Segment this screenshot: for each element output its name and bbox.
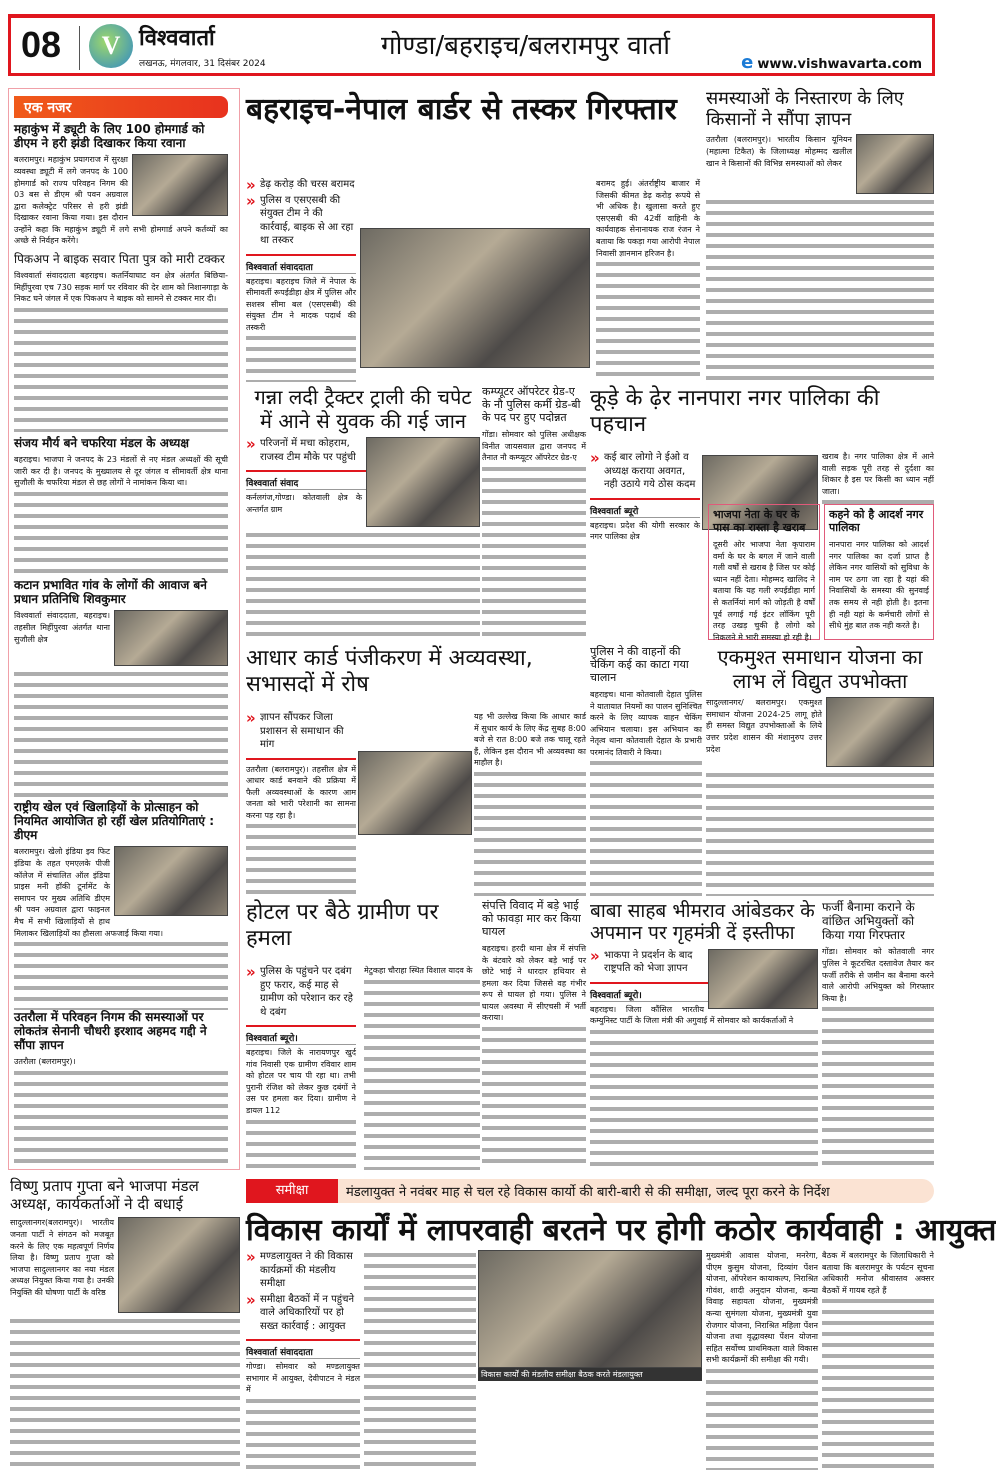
story-mahakumbh [14, 122, 228, 250]
story-continued: खराब है। नगर पालिका क्षेत्र में आने वाली सड़क पूरी तरह से दुर्दशा का शिकार है इस पर किसी का ध्यान नहीं जाता। [822, 452, 934, 496]
ek-nazar-label: एक नजर [14, 96, 228, 118]
story-text [14, 154, 228, 247]
body-text-lines [706, 1366, 818, 1470]
text-column [246, 437, 480, 642]
samiksha-tag: समीक्षा [246, 1179, 338, 1203]
story-text [829, 539, 929, 632]
story-text [706, 134, 934, 197]
body-text-lines [14, 247, 228, 250]
story-lead: बहराइच। जिले के नारायणपुर खुर्द गांव निवासी एक ग्रामीण रविवार शाम को होटल पर चाय पी रहा था। तभी पुरानी रंजिश को लेकर कुछ दबंगों ने उस पर हमला कर दिया। ग्रामीण ने डायल 112 [246, 1048, 356, 1115]
story-text [14, 270, 228, 305]
headline: एकमुश्त समाधान योजना का लाभ लें विद्युत उपभोक्ता [717, 645, 923, 693]
headline: बहराइच-नेपाल बार्डर से तस्कर गिरफ्तार [246, 92, 677, 127]
text-column [590, 689, 702, 896]
story-farzi [822, 900, 934, 1170]
text-column [706, 697, 934, 896]
story-lead: विश्ववार्ता संवाददाता बहराइच। कतर्नियाघाट वन क्षेत्र अंतर्गत बिछिया-मिहींपुरवा एच 730 सड़क मार्ग पर रविवार की देर शाम को निशानगाड़ा के निकट घने जंगल में एक पिकअप ने बाइक को सामने से टक्कर मार दी। [14, 271, 228, 304]
story-adarsh [824, 504, 934, 640]
body-text-lines [14, 669, 228, 800]
photo-caption: विकास कार्यों की मंडलीय समीक्षा बैठक करते मंडलायुक्त [478, 1368, 702, 1381]
story-lead: बलरामपुर। खेलो इंडिया इव फिट इंडिया के तहत एमएलके पीजी कॉलेज में संचालित ऑल इंडिया प्राइस मनी हॉकी टूर्नामेंट के समापन पर मुख्य अतिथि डीएम श्री पवन अग्रवाल द्वारा फाइनल मैच में सभी खिलाड़ियों से हाथ मिलाकर खिलाड़ियों का हौसला अफजाई किया गया। [14, 847, 164, 938]
divider [79, 26, 80, 70]
headline: राष्ट्रीय खेल एवं खिलाड़ियों के प्रोत्साहन को नियमित आयोजित हो रहीं खेल प्रतियोगिताएं : डीएम [14, 800, 215, 843]
story-text [590, 689, 702, 759]
highlight-point: » मण्डलायुक्त ने की विकास कार्यक्रमों की मंडलीय समीक्षा [246, 1250, 360, 1291]
story-lead: गोंडा। सोमवार को पुलिस अधीक्षक विनीत जायसवाल द्वारा जनपद में तैनात नौ कम्प्यूटर ऑपरेटर ग्रेड-ए [482, 429, 586, 463]
website-url: www.vishwavarta.com [757, 57, 922, 72]
body-text-lines [482, 1024, 586, 1170]
story-lead: सादुल्लानगर(बलरामपुर)। भारतीय जनता पार्टी ने संगठन को मजबूत करने के लिए एक महत्वपूर्ण निर्णय लिया है। विष्णु प्रताप गुप्ता को भाजपा सादुल्लानगर का नया मंडल अध्यक्ष नियुक्त किया गया है। उनकी नियुक्ति की घोषणा पार्टी के वरिष्ठ [10, 1218, 114, 1297]
headline: पिकअप ने बाइक सवार पिता पुत्र को मारी टक्कर [14, 252, 225, 266]
text-column [14, 154, 228, 250]
story-lead: बहराइच। बहराइच जिले में नेपाल के सीमावर्ती रूपईडीहा क्षेत्र में पुलिस और सशस्त्र सीमा बल (एसएसबी) की संयुक्त टीम ने मादक पदार्थ की तस्करी [246, 276, 356, 332]
story-ganna [246, 386, 480, 642]
story-vishnu [10, 1178, 240, 1468]
story-text [590, 451, 700, 543]
headline: पुलिस ने की वाहनों की चेकिंग कई का काटा गया चालान [590, 645, 689, 684]
story-kisan [706, 88, 934, 380]
highlight-point: » डेढ़ करोड़ की चरस बरामद [246, 178, 356, 192]
news-photo [114, 610, 228, 666]
body-text-lines [246, 821, 356, 896]
headline: भाजपा नेता के घर के पास का रास्ता है खराब [713, 508, 806, 534]
headline: समस्याओं के निस्तारण के लिए किसानों ने सौंपा ज्ञापन [706, 88, 904, 131]
body-text-lines [14, 305, 228, 432]
story-text [10, 1217, 240, 1316]
story-continued: यह भी उल्लेख किया कि आधार कार्ड में सुधार कार्य के लिए केंद्र सुबह 8:00 बजे से रात 8:00 बजे तक चालू रहते हैं, लेकिन इस दौरान भी अव्यवस्था का माहौल है। [474, 712, 586, 768]
story-continued: मुख्यमंत्री आवास योजना, मनरेगा, पीएम कुसुम योजना, दिव्यांग पेंशन योजना, ऑपरेशन कायाकल्प, निराश्रित गोवंश, शादी अनुदान योजना, कन्या विवाह सहायता योजना, मुख्यमंत्री कन्या सुमंगला योजना, मुख्यमंत्री युवा रोजगार योजना, निराश्रित महिला पेंशन योजना तथा वृद्धावस्था पेंशन योजना सहित सर्वोच्च प्राथमिकता वाले विकास सभी कार्यक्रमों की समीक्षा की गयी। [706, 1251, 818, 1365]
text-column [829, 539, 929, 635]
story-lead: बहराइच। भाजपा ने जनपद के 23 मंडलों से नए मंडल अध्यक्षों की सूची जारी कर दी है। जनपद के मुख्यालय से दूर जंगल व सीमावर्ती क्षेत्र थाना सुजौली के चफरिया मंडल से छह लोगों ने नामांकन किया था। [14, 455, 228, 488]
byline: विश्ववार्ता ब्यूरो। [246, 1031, 356, 1045]
story-aadhar [246, 646, 586, 896]
text-column [246, 965, 356, 1170]
story-utraula [14, 1010, 228, 1168]
highlight-point: » भाकपा ने प्रदर्शन के बाद राष्ट्रपति को भेजा ज्ञापन [590, 949, 818, 976]
body-text-lines [14, 1068, 228, 1168]
body-text-lines [596, 259, 700, 382]
text-column [474, 711, 586, 896]
headline: आधार कार्ड पंजीकरण में अव्यवस्था, सभासदों में रोष [246, 646, 533, 697]
text-column [14, 270, 228, 432]
story-lead: बहराइच। प्रदेश की योगी सरकार के नगर पालिका क्षेत्र [590, 520, 700, 542]
news-photo [478, 1250, 702, 1368]
text-column [822, 451, 934, 504]
text-column [14, 454, 228, 576]
body-text-lines [246, 1396, 360, 1470]
highlight-point: » परिजनों में मचा कोहराम, राजस्व टीम मौके पर पहुंची [246, 437, 480, 464]
dateline: लखनऊ, मंगलवार, 31 दिसंबर 2024 [139, 59, 266, 69]
highlight-point: » पुलिस व एसएसबी की संयुक्त टीम ने की कार्रवाई, बाइक से आ रहा था तस्कर [246, 194, 356, 248]
story-lead: बहराइच। थाना कोतवाली देहात पुलिस ने यातायात नियमों का पालन सुनिश्चित करने के लिए व्यापक वाहन चेकिंग अभियान चलाया। इस अभियान का नेतृत्व थाना कोतवाली देहात के प्रभारी परमानंद तिवारी ने किया। [590, 689, 702, 757]
story-sanjay [14, 436, 228, 576]
body-text-lines [364, 977, 480, 1170]
news-photo [856, 134, 934, 194]
text-column [482, 943, 586, 1170]
headline: महाकुंभ में ड्यूटी के लिए 100 होमगार्ड को डीएम ने हरी झंडी दिखाकर किया रवाना [14, 122, 205, 151]
headline: होटल पर बैठे ग्रामीण पर हमला [246, 900, 439, 951]
browser-icon: e [741, 52, 754, 73]
headline: कूड़े के ढ़ेर नानपारा नगर पालिका की पहचान [590, 386, 880, 437]
text-column [14, 1056, 228, 1168]
headline: उतरौला में परिवहन निगम की समस्याओं पर लोकतंत्र सेनानी चौधरी इरशाद अहमद गद्दी ने सौंपा ज्ञापन [14, 1010, 207, 1053]
story-lead: कर्नलगंज,गोण्डा। कोतवाली क्षेत्र के अन्तर्गत ग्राम [246, 493, 362, 514]
story-lead: गोंडा। सोमवार को कोतवाली नगर पुलिस ने कूटरचित दस्तावेज तैयार कर फर्जी तरीके से जमीन का बैनामा करने वाले आरोपी अभियुक्त को गिरफ्तार किया है। [822, 947, 934, 1003]
story-checking [590, 646, 702, 896]
story-lead: दूसरी ओर भाजपा नेता कृपाराम वर्मा के घर के बगल में जाने वाली गली वर्षों से खराब है जिस पर कोई ध्यान नहीं देता। मोहम्मद खालिद ने बताया कि यह गली रुपईडीहा मार्ग से कतर्नियां मार्ग को जोड़ती है वर्षों पूर्व लगाई गई इंटर लॉकिंग पूरी तरह उखड़ चुकी है लोगो को निकलने मे भारी समस्या हो रही है। [713, 539, 815, 642]
body-text-lines [590, 1027, 818, 1170]
headline: कटान प्रभावित गांव के लोगों की आवाज बने प्रधान प्रतिनिधि शिवकुमार [14, 578, 207, 607]
text-column [246, 178, 356, 382]
body-text-lines [474, 769, 586, 896]
brand-name: विश्ववार्ता [139, 25, 215, 50]
text-column [364, 1250, 476, 1470]
highlights [246, 965, 356, 1027]
news-photo [360, 228, 590, 368]
news-photo [118, 1217, 240, 1313]
samiksha-strap-text: मंडलायुक्त ने नवंबर माह से चल रहे विकास कार्यो की बारी-बारी से की समीक्षा, जल्द पूरा करने के निर्देश [346, 1185, 830, 1200]
highlights [246, 711, 356, 760]
story-continued: बैठक में बलरामपुर के जिलाधिकारी ने बताया कि बलरामपुर के पर्यटन सूचना अधिकारी मनोज श्रीवास्तव अक्सर बैठकों में गायब रहते हैं [822, 1251, 934, 1295]
text-column [246, 711, 356, 896]
story-sampatti [482, 900, 586, 1170]
headline: कम्प्यूटर ऑपरेटर ग्रेड-ए के नौ पुलिस कर्मी ग्रेड-बी के पद पर हुए पदोन्नत [482, 385, 581, 424]
story-taskar [246, 92, 700, 382]
story-ekmusht [706, 646, 934, 896]
highlight-point: » कई बार लोगो ने ईओ व अध्यक्ष कराया अवगत, नही उठाये गये ठोस कदम [590, 451, 700, 492]
text-column [590, 949, 818, 1170]
body-text-lines [364, 1250, 476, 1470]
story-lead: उतरौला (बलरामपुर)। भारतीय किसान यूनियन (महात्मा टिकैत) के जिलाध्यक्ष मोहम्मद खलील खान ने किसानों की विभिन्न समस्याओं को लेकर [706, 135, 852, 168]
story-lead: गोण्डा। सोमवार को मण्डलायुक्त सभागार में आयुक्त, देवीपाटन ने मंडल में [246, 1362, 360, 1395]
highlights [246, 178, 356, 256]
headline: फर्जी बैनामा कराने के वांछित अभियुक्तों को किया गया गिरफ्तार [822, 900, 915, 943]
story-samiksha-story [246, 1250, 934, 1470]
byline: विश्ववार्ता संवाददाता [246, 1345, 360, 1359]
highlights [246, 1250, 360, 1341]
headline: बाबा साहब भीमराव आंबेडकर के अपमान पर गृहमंत्री दें इस्तीफा [590, 900, 815, 945]
story-khel [14, 800, 228, 1010]
story-text [706, 697, 934, 770]
body-text-lines [590, 758, 702, 896]
text-column [482, 429, 586, 642]
text-column [10, 1217, 240, 1468]
body-text-lines [829, 632, 929, 635]
story-text [14, 610, 228, 669]
text-column [14, 610, 228, 800]
text-column [14, 846, 228, 1010]
headline: गन्ना लदी ट्रैक्टर ट्राली की चपेट में आने से युवक की गई जान [254, 385, 472, 433]
body-text-lines [246, 1117, 356, 1170]
story-text [246, 1250, 360, 1396]
story-lead: बलरामपुर। महाकुंभ प्रयागराज में सुरक्षा व्यवस्था ड्यूटी में लगे जनपद के 100 होमगार्ड को राज्य परिवहन निगम की 03 बस से डीएम श्री पवन अग्रवाल द्वारा कलेक्ट्रेट परिसर से हरी झंडी दिखाकर रवाना किया गया। इस दौरान उन्होंने कहा कि महाकुंभ ड्यूटी में लगे सभी होमगार्ड अपने कर्तव्यों का अच्छे से निर्वहन करेंगे। [14, 155, 228, 246]
byline: विश्ववार्ता संवाद [246, 476, 480, 490]
story-lead: उतरौला (बलरामपुर)। तहसील क्षेत्र में आधार कार्ड बनवाने की प्रक्रिया में फैली अव्यवस्थाओं के कारण आम जनता को भारी परेशानी का सामना करना पड़ रहा है। [246, 764, 356, 820]
story-bjpghar [708, 504, 820, 640]
text-column [706, 134, 934, 380]
text-column [364, 965, 480, 1170]
text-column [596, 178, 700, 382]
story-text [713, 539, 815, 643]
story-katan [14, 578, 228, 800]
story-pickup [14, 252, 228, 432]
samiksha-strap [246, 1179, 934, 1203]
story-lead: बहराइच। हरदी थाना क्षेत्र में संपत्ति के बंटवारे को लेकर बड़े भाई पर छोटे भाई ने धारदार हथियार से हमला कर दिया जिससे वह गंभीर रूप से घायल हो गया। पुलिस ने घायल अवस्था में सीएचसी में भर्ती कराया। [482, 943, 586, 1023]
story-text [822, 946, 934, 1004]
story-text [482, 429, 586, 464]
body-text-lines [482, 464, 586, 642]
body-text-lines [822, 1004, 934, 1170]
text-column [822, 1250, 934, 1470]
story-hotel [246, 900, 480, 1170]
website[interactable] [741, 52, 922, 73]
byline: विश्ववार्ता संवाददाता [246, 260, 356, 274]
body-text-lines [822, 1296, 934, 1470]
brand-logo: V [89, 24, 133, 68]
body-text-lines [246, 530, 480, 642]
headline: विष्णु प्रताप गुप्ता बने भाजपा मंडल अध्यक्ष, कार्यकर्ताओं ने दी बधाई [10, 1177, 199, 1213]
text-column [590, 451, 700, 542]
headline: कहने को है आदर्श नगर पालिका [829, 508, 924, 534]
news-photo [132, 154, 228, 216]
story-text [482, 943, 586, 1024]
body-text-lines [822, 497, 934, 504]
body-text-lines [10, 1316, 240, 1468]
story-text [14, 454, 228, 489]
body-text-lines [14, 939, 228, 1010]
highlight-point: » पुलिस के पहुंचने पर दबंग हुए फरार, कई माह से ग्रामीण को परेशान कर रहे थे दबंग [246, 965, 356, 1019]
news-photo [114, 846, 228, 916]
text-column [706, 1250, 818, 1470]
story-lead: विश्ववार्ता संवाददाता, बहराइच। तहसील मिहींपुरवा अंतर्गत थाना सुजौली क्षेत्र [14, 611, 110, 644]
masthead [8, 14, 935, 76]
body-text-lines [246, 333, 356, 382]
story-computer [482, 386, 586, 642]
text-column [822, 946, 934, 1170]
highlights [590, 451, 700, 500]
section-title: गोण्डा/बहराइच/बलरामपुर वार्ता [381, 31, 670, 61]
story-text [246, 965, 356, 1117]
byline: विश्ववार्ता ब्यूरो। [590, 988, 818, 1002]
samiksha-headline: विकास कार्यों में लापरवाही बरतने पर होगी कठोर कार्यवाही : आयुक्त [246, 1213, 996, 1248]
story-continued: मेटुकहा चौराहा स्थित विशाल यादव के [364, 966, 473, 975]
highlight-point: » ज्ञापन सौंपकर जिला प्रशासन से समाधान की मांग [246, 711, 356, 752]
story-continued: बरामद हुई। अंतर्राष्ट्रीय बाजार में जिसकी कीमत डेढ़ करोड़ रूपये से भी अधिक है। खुलासा करते हुए एसएसबी की 42वीं वाहिनी के कार्यवाहक सेनानायक राज रंजन ने बताया कि पकड़ा गया आरोपी नेपाल निवासी ज्ञानमान हरिजन है। [596, 179, 700, 258]
story-text [14, 1056, 228, 1068]
news-photo [826, 697, 934, 767]
story-lead: बहराइच। जिला कौंसिल भारतीय कम्युनिस्ट पार्टी के जिला मंत्री की अगुवाई में सोमवार को कार्यकर्ताओं ने [590, 1004, 794, 1026]
text-column [246, 1250, 360, 1470]
headline: संपत्ति विवाद में बड़े भाई को फावड़ा मार कर किया घायल [482, 899, 581, 938]
body-text-lines [14, 489, 228, 576]
headline: संजय मौर्य बने चफरिया मंडल के अध्यक्ष [14, 436, 189, 450]
body-text-lines [706, 770, 934, 896]
story-text [246, 711, 356, 821]
story-text [246, 437, 480, 530]
body-text-lines [706, 197, 934, 380]
story-text [246, 178, 356, 333]
story-ambedkar [590, 900, 818, 1170]
page-number: 08 [21, 24, 62, 65]
story-lead: उतरौला (बलरामपुर)। [14, 1057, 76, 1067]
story-text [590, 949, 818, 1027]
story-lead: सादुल्लानगर/ बलरामपुर। एकमुश्त समाधान योजना 2024-25 लागू होते ही समस्त विद्युत उपभोक्ताओं के लिये उत्तर प्रदेश शासन की मंशानुरुप उत्तर प्रदेश [706, 698, 822, 754]
story-lead: नानपारा नगर पालिका को आदर्श नगर पालिका का दर्जा प्राप्त है लेकिन नगर वासियों को सुविधा के नाम पर ठगा जा रहा है यहां की निवासियों के समस्या की सुनवाई तक समय से नही होती है। इतना ही नही यहां के कर्मचारी लोगों से सीधे मुंह बात तक नही करते है। [829, 539, 929, 631]
story-text [14, 846, 228, 939]
byline: विश्ववार्ता ब्यूरो [590, 504, 700, 518]
text-column [713, 539, 815, 642]
highlight-point: » समीक्षा बैठकों में न पहुंचने वाले अधिकारियों पर हो सख्त कार्रवाई : आयुक्त [246, 1293, 360, 1334]
news-photo [358, 751, 472, 835]
